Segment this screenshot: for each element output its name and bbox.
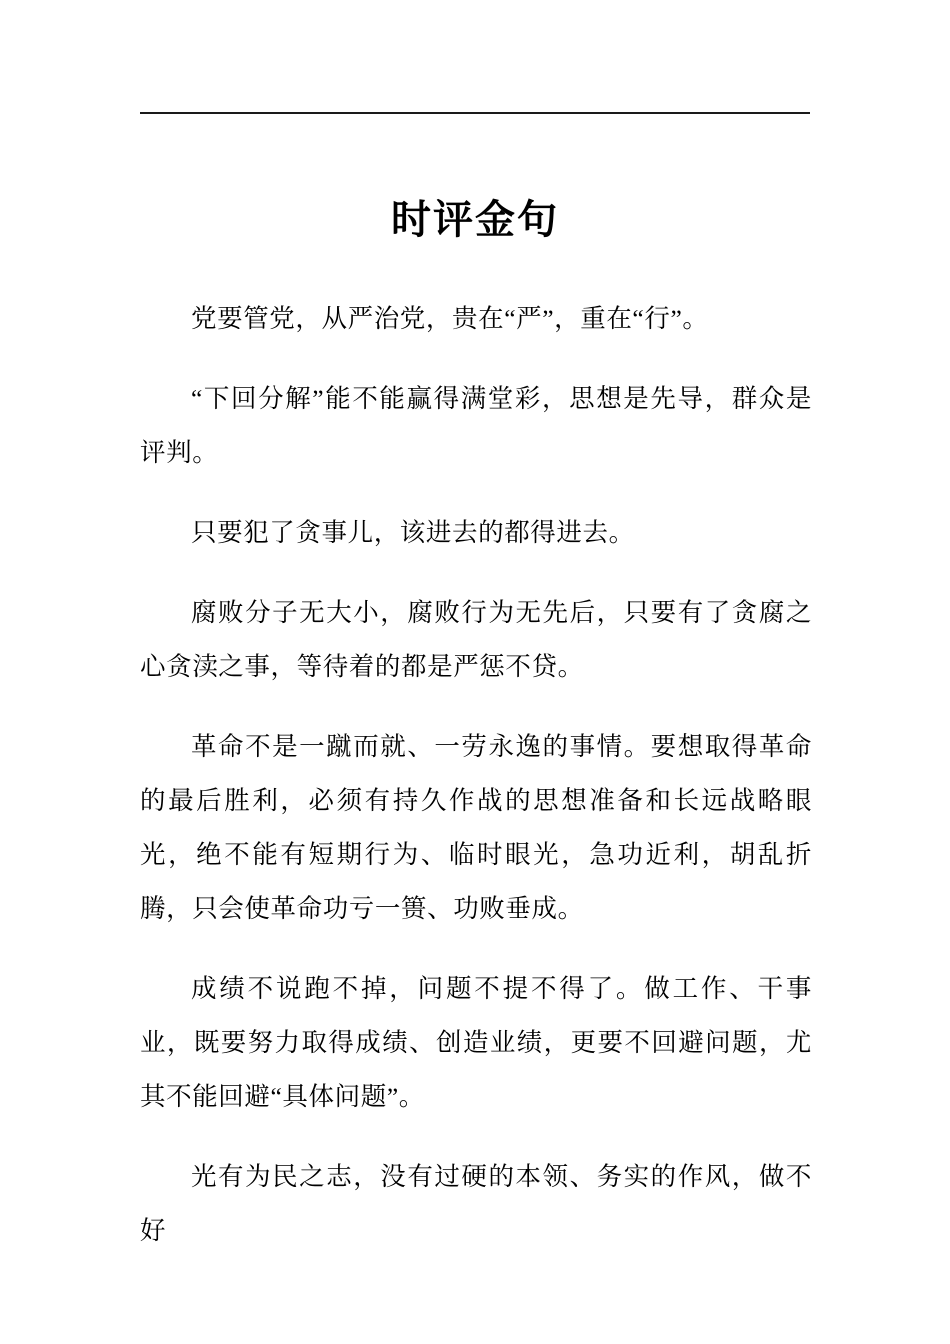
paragraph: 党要管党，从严治党，贵在“严”，重在“行”。 [191, 304, 709, 333]
paragraph: “下回分解”能不能赢得满堂彩，思想是先导，群众是评判。 [140, 384, 812, 467]
header-divider [140, 112, 810, 114]
page-title: 时评金句 [391, 198, 559, 242]
paragraph: 光有为民之志，没有过硬的本领、务实的作风，做不好 [140, 1162, 812, 1245]
document-body [140, 292, 812, 1284]
paragraph: 革命不是一蹴而就、一劳永逸的事情。要想取得革命的最后胜利，必须有持久作战的思想准备和长远战略眼光，绝不能有短期行为、临时眼光，急功近利，胡乱折腾，只会使革命功亏一篑、功败垂成。 [140, 732, 812, 923]
paragraph: 成绩不说跑不掉，问题不提不得了。做工作、干事业，既要努力取得成绩、创造业绩，更要不回避问题，尤其不能回避“具体问题”。 [140, 974, 812, 1111]
paragraph: 只要犯了贪事儿，该进去的都得进去。 [191, 518, 635, 547]
paragraph: 腐败分子无大小，腐败行为无先后，只要有了贪腐之心贪渎之事，等待着的都是严惩不贷。 [140, 598, 812, 681]
